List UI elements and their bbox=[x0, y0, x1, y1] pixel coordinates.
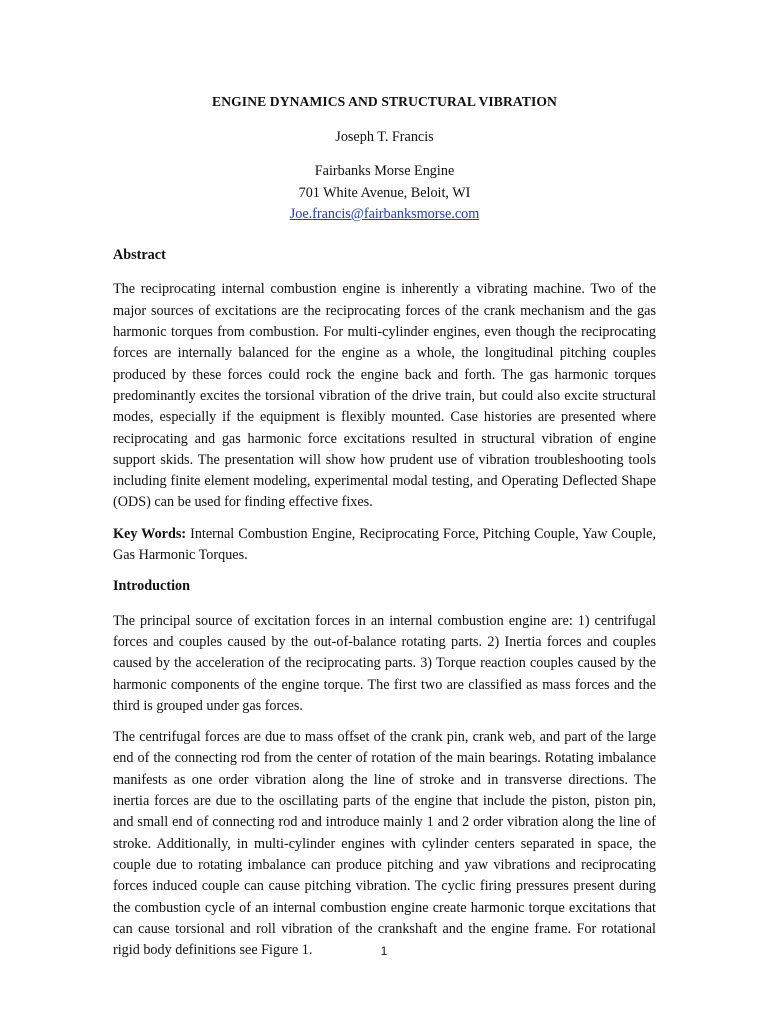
keywords-paragraph bbox=[113, 524, 656, 567]
affiliation-address: 701 White Avenue, Beloit, WI bbox=[298, 184, 471, 201]
affiliation-organization: Fairbanks Morse Engine bbox=[314, 163, 455, 180]
abstract-text: The reciprocating internal combustion engine is inherently a vibrating machine. Two of the major sources of excitations are the reciprocating forces of the crank mechanism and the gas harmonic torques from combustion. For multi-cylinder engines, even though the reciprocating forces are internally balanced for the engine as a whole, the longitudinal pitching couples produced by these forces could rock the engine back and forth. The gas harmonic torques predominantly excites the torsional vibration of the drive train, but could also excite structural modes, especially if the equipment is flexibly mounted. Case histories are presented where reciprocating and gas harmonic force excitations resulted in structural vibration of engine support skids. The presentation will show how prudent use of vibration troubleshooting tools including finite element modeling, experimental modal testing, and Operating Deflected Shape (ODS) can be used for finding effective fixes. bbox=[113, 281, 656, 511]
introduction-heading: Introduction bbox=[113, 578, 190, 595]
page-content bbox=[113, 92, 656, 971]
paper-title: ENGINE DYNAMICS AND STRUCTURAL VIBRATION bbox=[212, 94, 557, 109]
affiliation-email-line bbox=[113, 204, 656, 225]
author-email-link[interactable]: Joe.francis@fairbanksmorse.com bbox=[289, 205, 480, 222]
author-name: Joseph T. Francis bbox=[335, 129, 434, 145]
keywords-label: Key Words: bbox=[113, 525, 187, 542]
keywords-text: Internal Combustion Engine, Reciprocating Force, Pitching Couple, Yaw Couple, Gas Harmonic Torques. bbox=[113, 525, 656, 564]
introduction-paragraph-2: The centrifugal forces are due to mass offset of the crank pin, crank web, and part of the large end of the connecting rod from the center of rotation of the main bearings. Rotating imbalance manifests as one order vibration along the line of stroke and in transverse directions. The inertia forces are due to the oscillating parts of the engine that include the piston, piston pin, and small end of connecting rod and introduce mainly 1 and 2 order vibration along the line of stroke. Additionally, in multi-cylinder engines with cylinder centers separated in space, the couple due to rotating imbalance can produce pitching and yaw vibrations and reciprocating forces induced couple can cause pitching vibration. The cyclic firing pressures present during the combustion cycle of an internal combustion engine create harmonic torque excitations that can cause torsional and roll vibration of the crankshaft and the engine frame. For rotational rigid body definitions see Figure 1. bbox=[113, 729, 656, 959]
introduction-paragraph-1: The principal source of excitation forces in an internal combustion engine are: 1) centrifugal forces and couples caused by the out-of-balance rotating parts. 2) Inertia forces and couples caused by the acceleration of the reciprocating parts. 3) Torque reaction couples caused by the harmonic components of the engine torque. The first two are classified as mass forces and the third is grouped under gas forces. bbox=[113, 612, 656, 714]
page-number: 1 bbox=[380, 944, 388, 958]
abstract-heading: Abstract bbox=[113, 247, 166, 264]
